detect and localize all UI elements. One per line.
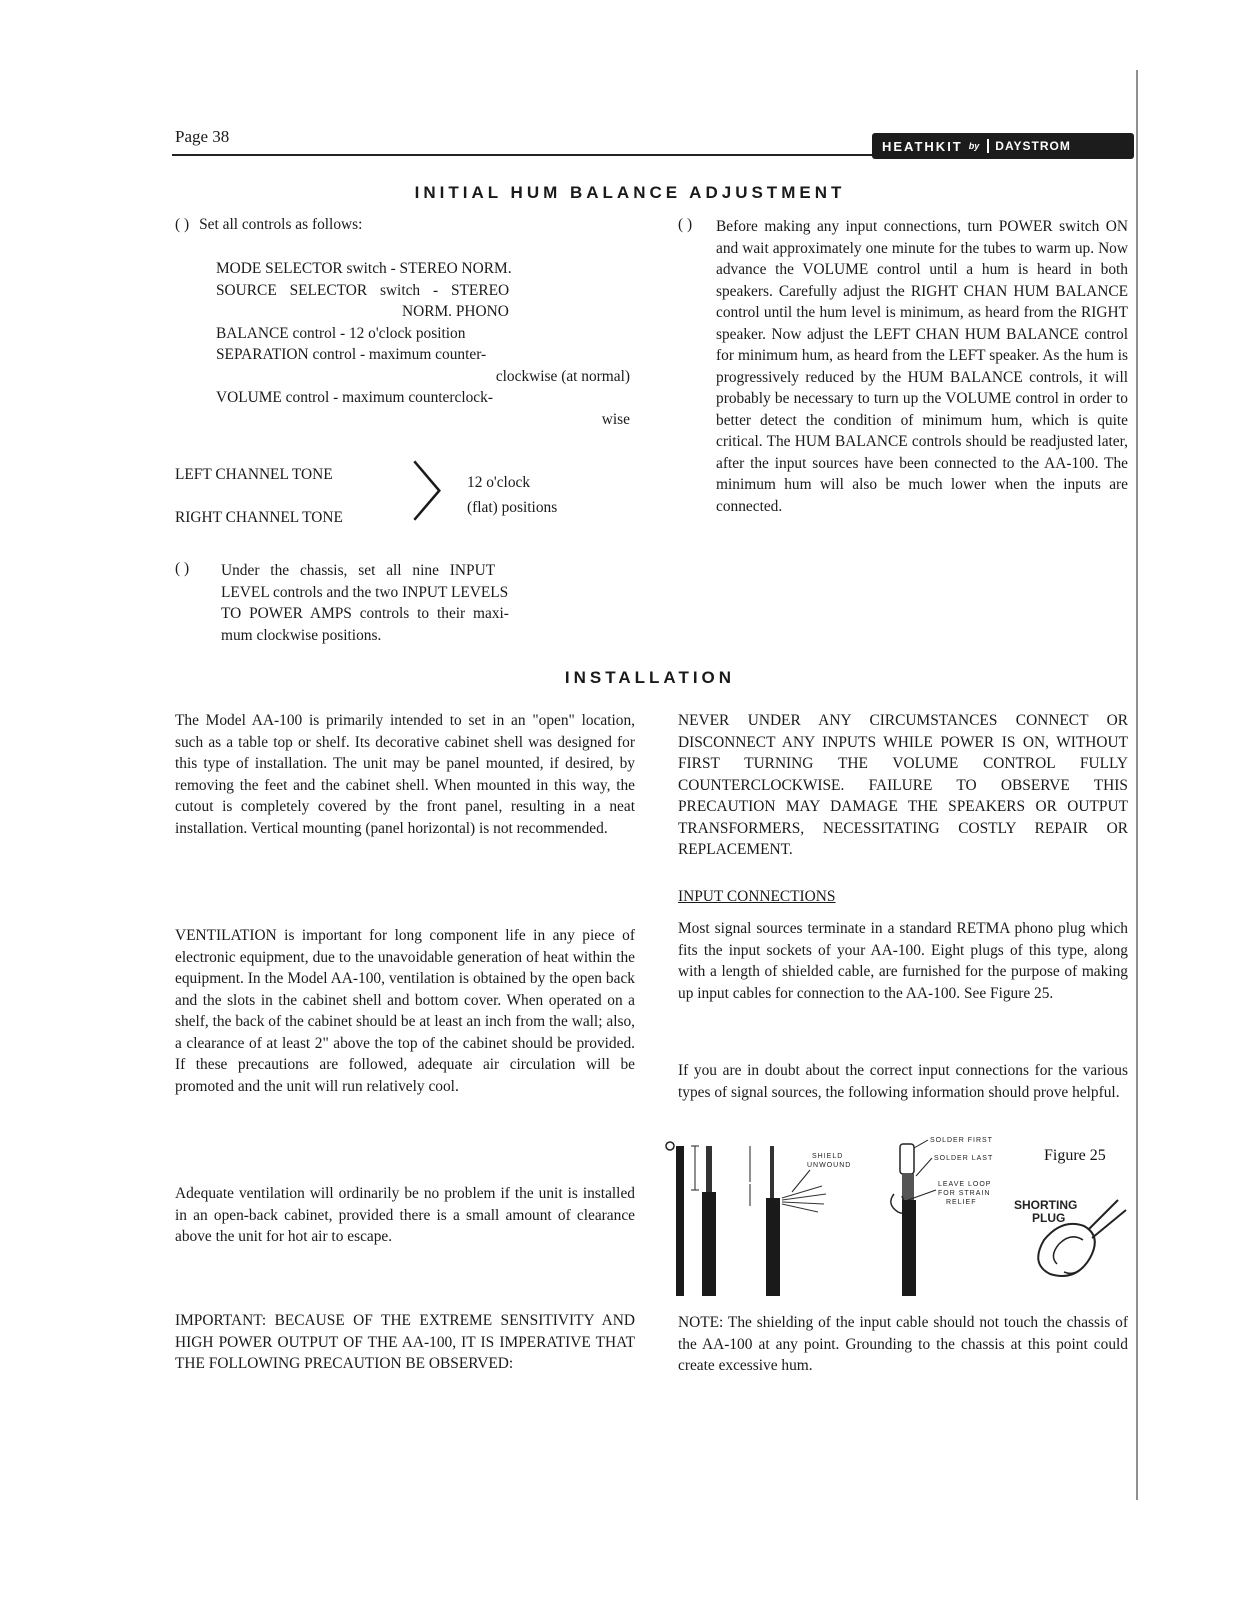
step-checkbox[interactable]: ( ) (678, 216, 693, 233)
figure-note: NOTE: The shielding of the input cable should not touch the chassis of the AA-100 at any point. Grounding to the chassis at this point could create excessive hum. (678, 1314, 1128, 1374)
cable-diagram (662, 1134, 1134, 1304)
step-line: mum clockwise positions. (221, 626, 382, 644)
label-relief: RELIEF (946, 1199, 977, 1206)
setting-line: SEPARATION control - maximum counter- (216, 346, 487, 363)
section-title-hum-balance: INITIAL HUM BALANCE ADJUSTMENT (414, 183, 846, 202)
setting-line: NORM. PHONO (402, 303, 509, 320)
label-for-strain: FOR STRAIN (938, 1190, 991, 1197)
label-solder-first: SOLDER FIRST (930, 1137, 993, 1144)
brace-symbol: 〉 (411, 457, 475, 531)
leader-line (914, 1140, 928, 1148)
tone-value-1: 12 o'clock (467, 474, 531, 491)
shielded-cable-4 (902, 1200, 916, 1296)
label-leave-loop: LEAVE LOOP (938, 1181, 992, 1188)
setting-line: VOLUME control - maximum counterclock- (216, 389, 493, 406)
setting-line: MODE SELECTOR switch - STEREO NORM. (216, 260, 512, 277)
step-set-controls (175, 216, 635, 234)
step-text: Set all controls as follows: (199, 216, 363, 233)
leader-line (792, 1170, 810, 1192)
plug-sleeve (902, 1174, 914, 1200)
label-solder-last: SOLDER LAST (934, 1155, 994, 1162)
shielded-cable-2 (702, 1192, 716, 1296)
step-text: Before making any input connections, turn POWER switch ON and wait approximately one minute for the tubes to warm up. Now advance the VOLUME control until a hum is heard in both speakers. Carefully adjust the RIGHT CHAN HUM BALANCE control until the hum level is minimum, as heard from the RIGHT speaker. Now adjust the LEFT CHAN HUM BALANCE control for minimum hum, as heard from the LEFT speaker. As the hum is progressively reduced by the HUM BALANCE controls, it will probably be necessary to turn up the VOLUME control in order to better detect the condition of minimum hum, which is quite critical. The HUM BALANCE controls should be readjusted later, after the input sources have been connected to the AA-100. The minimum hum will also be much lower when the inputs are connected. (716, 218, 1128, 515)
cable-center-conductor (706, 1146, 712, 1192)
tone-right-label: RIGHT CHANNEL TONE (175, 509, 343, 526)
tone-settings (175, 457, 635, 532)
figure-25-cable-preparation (662, 1134, 1134, 1304)
leader-line (916, 1158, 932, 1176)
tone-left-label: LEFT CHANNEL TONE (175, 466, 333, 483)
step-line: TO POWER AMPS controls to their maxi- (221, 605, 509, 622)
shielded-cable-1 (676, 1146, 684, 1296)
important-notice: IMPORTANT: BECAUSE OF THE EXTREME SENSITIVITY AND HIGH POWER OUTPUT OF THE AA-100, IT IS IMPERATIVE THAT THE FOLLOWING PRECAUTION BE OBSERVED: (175, 1312, 635, 1372)
section-title-installation: INSTALLATION (564, 668, 736, 687)
label-shield: SHIELD (812, 1153, 844, 1160)
figure-title: Figure 25 (1044, 1147, 1106, 1164)
header-rule (172, 154, 872, 156)
installation-paragraph: The Model AA-100 is primarily intended to set in an "open" location, such as a table top or shelf. Its decorative cabinet shell was designed for this type of installation. The unit may be panel mounted, if desired, by removing the feet and the cabinet shell. When mounted in this way, the cutout is completely covered by the front panel, resulting in a neat installation. Vertical mounting (panel horizontal) is not recommended. (175, 712, 635, 837)
warning-paragraph: NEVER UNDER ANY CIRCUMSTANCES CONNECT OR DISCONNECT ANY INPUTS WHILE POWER IS ON, WITHOUT FIRST TURNING THE VOLUME CONTROL FULLY COUNTERCLOCKWISE. FAILURE TO OBSERVE THIS PRECAUTION MAY DAMAGE THE SPEAKERS OR OUTPUT TRANSFORMERS, NECESSITATING COSTLY REPAIR OR REPLACEMENT. (678, 712, 1128, 858)
label-plug: PLUG (1032, 1211, 1066, 1225)
step-line: Under the chassis, set all nine INPUT (221, 562, 496, 579)
shield-strand (782, 1204, 818, 1212)
input-help-paragraph: If you are in doubt about the correct input connections for the various types of signal sources, the following information should prove helpful. (678, 1062, 1128, 1101)
setting-line: clockwise (at normal) (495, 367, 630, 385)
step-checkbox[interactable]: ( ) (175, 560, 190, 577)
label-unwound: UNWOUND (807, 1162, 852, 1169)
input-connections-paragraph: Most signal sources terminate in a standard RETMA phono plug which fits the input sockets of your AA-100. Eight plugs of this type, along with a length of shielded cable, are furnished for the purpose of making up input cables for connection to the AA-100. See Figure 25. (678, 920, 1128, 1002)
setting-line: BALANCE control - 12 o'clock position (216, 324, 466, 342)
tone-value-2: (flat) positions (467, 499, 558, 516)
step-checkbox[interactable]: ( ) (175, 216, 190, 233)
input-connections-heading: INPUT CONNECTIONS (678, 888, 836, 905)
cable-center-conductor (770, 1146, 774, 1198)
label-shorting: SHORTING (1014, 1198, 1078, 1212)
brand-by: by (968, 141, 980, 151)
heathkit-daystrom-logo (872, 133, 1134, 159)
setting-line: SOURCE SELECTOR switch - STEREO (216, 281, 510, 299)
setting-line: wise (601, 410, 630, 428)
page-number: Page 38 (175, 127, 230, 146)
control-settings-list (216, 258, 630, 430)
brand-name: HEATHKIT (882, 138, 963, 154)
shield-strand (782, 1186, 822, 1198)
phono-plug-icon (900, 1144, 914, 1174)
shield-strand (782, 1202, 824, 1204)
open-back-cabinet-paragraph: Adequate ventilation will ordinarily be no problem if the unit is installed in an open-back cabinet, provided there is a small amount of clearance above the unit for hot air to escape. (175, 1185, 635, 1245)
brand-name-2: DAYSTROM (987, 139, 1071, 153)
page-edge-shadow (1136, 70, 1138, 1500)
step-line: LEVEL controls and the two INPUT LEVELS (221, 583, 509, 601)
cable-end-icon (666, 1142, 674, 1150)
ventilation-paragraph: VENTILATION is important for long component life in any piece of electronic equipment, due to the unavoidable generation of heat within the equipment. In the Model AA-100, ventilation is obtained by the open back and the slots in the cabinet shell and bottom cover. When operated on a shelf, the back of the cabinet should be at least an inch from the wall; also, a clearance of at least 2" above the top of the cabinet should be provided. If these precautions are followed, adequate air circulation will be promoted and the unit will run relatively cool. (175, 927, 635, 1095)
shield-strand (782, 1194, 826, 1200)
shielded-cable-3 (766, 1198, 780, 1296)
